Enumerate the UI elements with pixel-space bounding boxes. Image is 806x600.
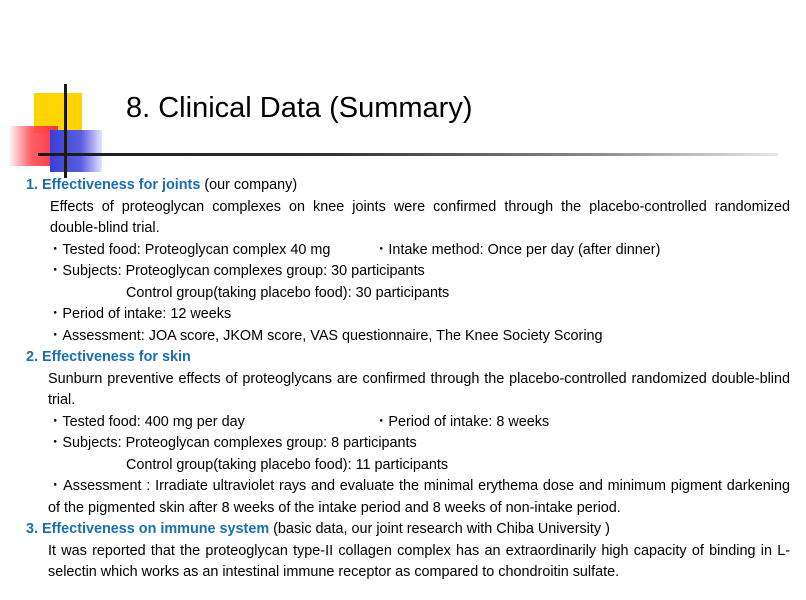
bullet-control-group: Control group(taking placebo food): 11 participants bbox=[126, 456, 449, 473]
title-underline bbox=[38, 153, 778, 156]
bullet-row bbox=[26, 240, 790, 262]
decor-blue-square bbox=[50, 130, 102, 172]
bullet-tested-food: ・Tested food: 400 mg per day bbox=[48, 413, 245, 430]
bullet-tested-food: ・Tested food: Proteoglycan complex 40 mg bbox=[48, 241, 331, 258]
section-heading-suffix: (our company) bbox=[200, 177, 298, 193]
section-heading-text: 1. Effectiveness for joints bbox=[26, 177, 201, 193]
section-joints bbox=[26, 175, 790, 347]
bullet-assessment: ・Assessment : Irradiate ultraviolet rays and evaluate the minimal erythema dose and minimum pigment darkening of the pigmented skin after 8 weeks of the intake period and 8 weeks of non-intake period. bbox=[48, 478, 790, 516]
bullet-period: ・Period of intake: 8 weeks bbox=[374, 413, 550, 430]
section-intro: It was reported that the proteoglycan type-II collagen complex has an extraordinarily high capacity of binding in L-selectin which works as an intestinal immune receptor as compared to chondroitin sulfate. bbox=[48, 542, 790, 580]
bullet-subjects: ・Subjects: Proteoglycan complexes group: 30 participants bbox=[48, 263, 425, 279]
bullet-row bbox=[26, 412, 790, 434]
decor-vertical-line bbox=[64, 84, 67, 178]
section-heading-suffix: (basic data, our joint research with Chiba University ) bbox=[269, 521, 610, 537]
section-heading bbox=[26, 347, 790, 369]
section-heading-text: 3. Effectiveness on immune system bbox=[26, 521, 270, 537]
section-heading bbox=[26, 175, 790, 197]
section-intro: Effects of proteoglycan complexes on knee joints were confirmed through the placebo-controlled randomized double-blind trial. bbox=[50, 198, 790, 236]
bullet-period: ・Period of intake: 12 weeks bbox=[48, 306, 232, 322]
slide-title: 8. Clinical Data (Summary) bbox=[126, 92, 473, 124]
section-immune bbox=[26, 519, 790, 584]
section-heading-text: 2. Effectiveness for skin bbox=[26, 349, 191, 365]
section-skin bbox=[26, 347, 790, 519]
bullet-assessment: ・Assessment: JOA score, JKOM score, VAS questionnaire, The Knee Society Scoring bbox=[48, 327, 603, 344]
section-heading bbox=[26, 519, 790, 541]
bullet-intake-method: ・Intake method: Once per day (after dinner) bbox=[374, 241, 661, 258]
bullet-control-group: Control group(taking placebo food): 30 participants bbox=[126, 284, 450, 301]
bullet-subjects: ・Subjects: Proteoglycan complexes group: 8 participants bbox=[48, 435, 417, 451]
section-intro: Sunburn preventive effects of proteoglycans are confirmed through the placebo-controlled randomized double-blind trial. bbox=[48, 370, 790, 408]
slide-content bbox=[26, 175, 790, 584]
